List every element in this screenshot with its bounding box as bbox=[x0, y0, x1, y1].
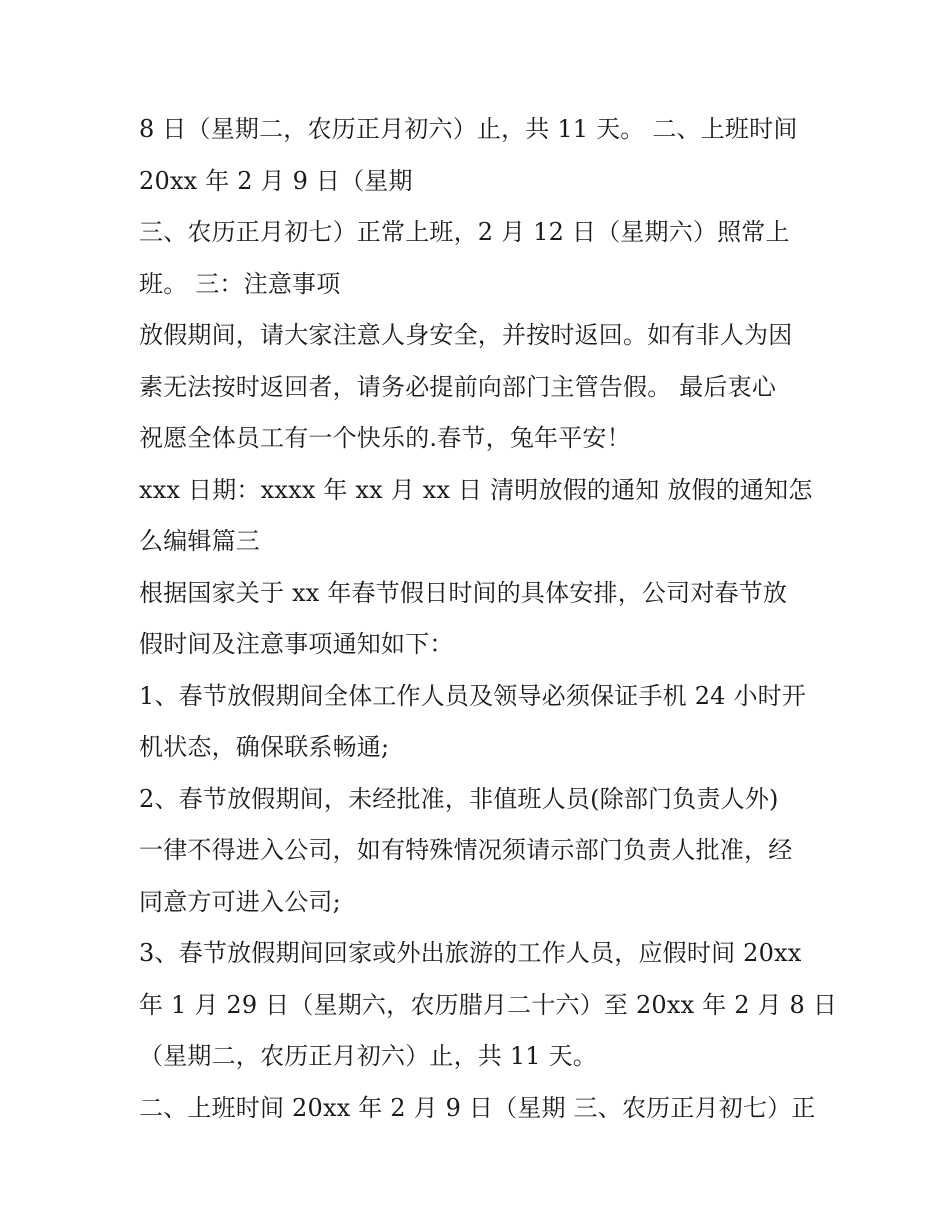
text-line: 素无法按时返回者，请务必提前向部门主管告假。 最后衷心 bbox=[139, 372, 777, 401]
text-line: 机状态，确保联系畅通; bbox=[139, 733, 390, 761]
text-line: 祝愿全体员工有一个快乐的.春节，兔年平安！ bbox=[139, 424, 631, 452]
text-line: （星期二，农历正月初六）止，共 11 天。 bbox=[139, 1042, 597, 1070]
text-line: 2、春节放假期间，未经批准，非值班人员(除部门负责人外) bbox=[139, 784, 779, 813]
text-line: 班。 三：注意事项 bbox=[139, 269, 341, 298]
text-line: 放假期间，请大家注意人身安全，并按时返回。如有非人为因 bbox=[139, 321, 793, 349]
text-line: 假时间及注意事项通知如下： bbox=[139, 630, 454, 658]
text-line: 根据国家关于 xx 年春节假日时间的具体安排，公司对春节放 bbox=[139, 578, 788, 607]
text-line: 么编辑篇三 bbox=[139, 527, 260, 555]
text-line: 1、春节放假期间全体工作人员及领导必须保证手机 24 小时开 bbox=[139, 681, 807, 710]
text-line: 三、农历正月初七）正常上班，2 月 12 日（星期六）照常上 bbox=[139, 218, 790, 246]
text-line: 年 1 月 29 日（星期六，农历腊月二十六）至 20xx 年 2 月 8 日 bbox=[139, 990, 838, 1019]
text-line: 20xx 年 2 月 9 日（星期 bbox=[139, 166, 413, 195]
text-line: 一律不得进入公司，如有特殊情况须请示部门负责人批准，经 bbox=[139, 836, 793, 864]
text-line: 同意方可进入公司; bbox=[139, 887, 341, 916]
text-line: 3、春节放假期间回家或外出旅游的工作人员，应假时间 20xx bbox=[139, 939, 802, 967]
text-line: 二、上班时间 20xx 年 2 月 9 日（星期 三、农历正月初七）正 bbox=[139, 1093, 816, 1122]
text-line: xxx 日期：xxxx 年 xx 月 xx 日 清明放假的通知 放假的通知怎 bbox=[139, 475, 813, 504]
text-line: 8 日（星期二，农历正月初六）止，共 11 天。 二、上班时间 bbox=[139, 115, 798, 143]
document-body bbox=[139, 104, 838, 1134]
